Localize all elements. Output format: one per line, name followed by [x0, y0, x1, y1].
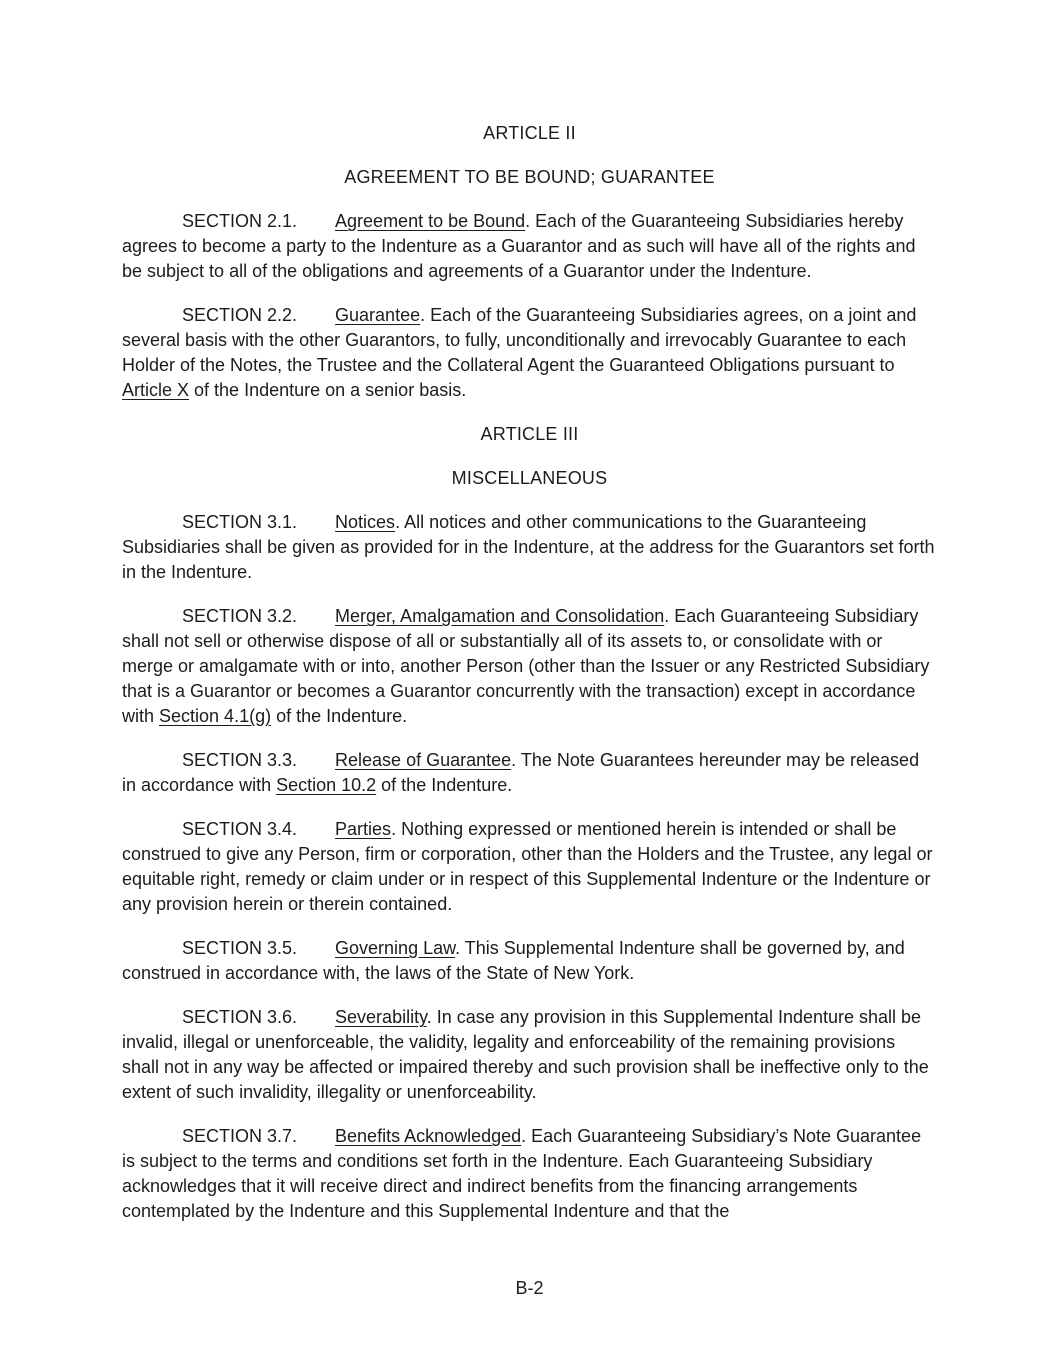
section-3-5-title: Governing Law — [335, 938, 456, 958]
section-3-2-paragraph — [122, 604, 937, 729]
article-ii-subheading: AGREEMENT TO BE BOUND; GUARANTEE — [344, 167, 715, 187]
section-3-2-body-post: of the Indenture. — [271, 706, 408, 726]
section-3-5-label: SECTION 3.5. — [182, 938, 298, 958]
section-3-2-title: Merger, Amalgamation and Consolidation — [335, 606, 665, 626]
section-3-3-title: Release of Guarantee — [335, 750, 512, 770]
section-3-3-ref-section-10-2: Section 10.2 — [276, 775, 377, 795]
section-3-3-label: SECTION 3.3. — [182, 750, 298, 770]
section-2-2-title: Guarantee — [335, 305, 421, 325]
section-3-2-ref-section-4-1-g: Section 4.1(g) — [159, 706, 272, 726]
section-3-2-label: SECTION 3.2. — [182, 606, 298, 626]
section-3-6-title: Severability — [335, 1007, 427, 1027]
section-3-6-label: SECTION 3.6. — [182, 1007, 298, 1027]
section-3-4-paragraph — [122, 817, 937, 917]
section-3-7-paragraph — [122, 1124, 937, 1224]
section-3-6-body: . In case any provision in this Supplemental Indenture shall be invalid, illegal or unenforceable, the validity, legality and enforceability of the remaining provisions shall not in any way be affected or impaired thereby and such provision shall be ineffective only to the extent of such invalidity, illegality or unenforceability. — [122, 1007, 929, 1102]
section-3-3-paragraph — [122, 748, 937, 798]
section-3-1-label: SECTION 3.1. — [182, 512, 298, 532]
section-3-6-paragraph — [122, 1005, 937, 1105]
section-2-1-paragraph — [122, 209, 937, 284]
section-3-1-paragraph — [122, 510, 937, 585]
section-2-1-body: . Each of the Guaranteeing Subsidiaries hereby agrees to become a party to the Indenture as a Guarantor and as such will have all of the rights and be subject to all of the obligations and agreements of a Guarantor under the Indenture. — [122, 211, 916, 281]
page-number: B-2 — [515, 1278, 544, 1298]
section-2-2-body: . Each of the Guaranteeing Subsidiaries agrees, on a joint and several basis with the other Guarantors, to fully, unconditionally and irrevocably Guarantee to each Holder of the Notes, the Trustee and the Collateral Agent the Guaranteed Obligations pursuant to — [122, 305, 917, 375]
section-3-7-title: Benefits Acknowledged — [335, 1126, 522, 1146]
section-3-4-title: Parties — [335, 819, 392, 839]
section-2-2-label: SECTION 2.2. — [182, 305, 298, 325]
section-3-7-body: . Each Guaranteeing Subsidiary’s Note Guarantee is subject to the terms and conditions set forth in the Indenture. Each Guaranteeing Subsidiary acknowledges that it will receive direct and indirect benefits from the financing arrangements contemplated by the Indenture and this Supplemental Indenture and that the — [122, 1126, 922, 1221]
article-ii-heading: ARTICLE II — [483, 123, 576, 143]
section-3-3-body: . The Note Guarantees hereunder may be released in accordance with — [122, 750, 920, 795]
section-3-1-title: Notices — [335, 512, 396, 532]
section-3-5-body: . This Supplemental Indenture shall be governed by, and construed in accordance with, the laws of the State of New York. — [122, 938, 905, 983]
article-iii-subheading: MISCELLANEOUS — [451, 468, 608, 488]
section-3-1-body: . All notices and other communications to the Guaranteeing Subsidiaries shall be given as provided for in the Indenture, at the address for the Guarantors set forth in the Indenture. — [122, 512, 935, 582]
section-2-2-body-post: of the Indenture on a senior basis. — [189, 380, 467, 400]
section-3-3-body-post: of the Indenture. — [376, 775, 513, 795]
section-3-5-paragraph — [122, 936, 937, 986]
section-3-2-body: . Each Guaranteeing Subsidiary shall not sell or otherwise dispose of all or substantially all of its assets to, or consolidate with or merge or amalgamate with or into, another Person (other than the Issuer or any Restricted Subsidiary that is a Guarantor or becomes a Guarantor concurrently with the transaction) except in accordance with — [122, 606, 930, 726]
article-iii-heading: ARTICLE III — [480, 424, 579, 444]
section-2-2-ref-article-x: Article X — [122, 380, 190, 400]
section-2-1-title: Agreement to be Bound — [335, 211, 526, 231]
section-2-1-label: SECTION 2.1. — [182, 211, 298, 231]
section-3-4-label: SECTION 3.4. — [182, 819, 298, 839]
section-2-2-paragraph — [122, 303, 937, 403]
section-3-4-body: . Nothing expressed or mentioned herein is intended or shall be construed to give any Person, firm or corporation, other than the Holders and the Trustee, any legal or equitable right, remedy or claim under or in respect of this Supplemental Indenture or the Indenture or any provision herein or therein contained. — [122, 819, 933, 914]
section-3-7-label: SECTION 3.7. — [182, 1126, 298, 1146]
